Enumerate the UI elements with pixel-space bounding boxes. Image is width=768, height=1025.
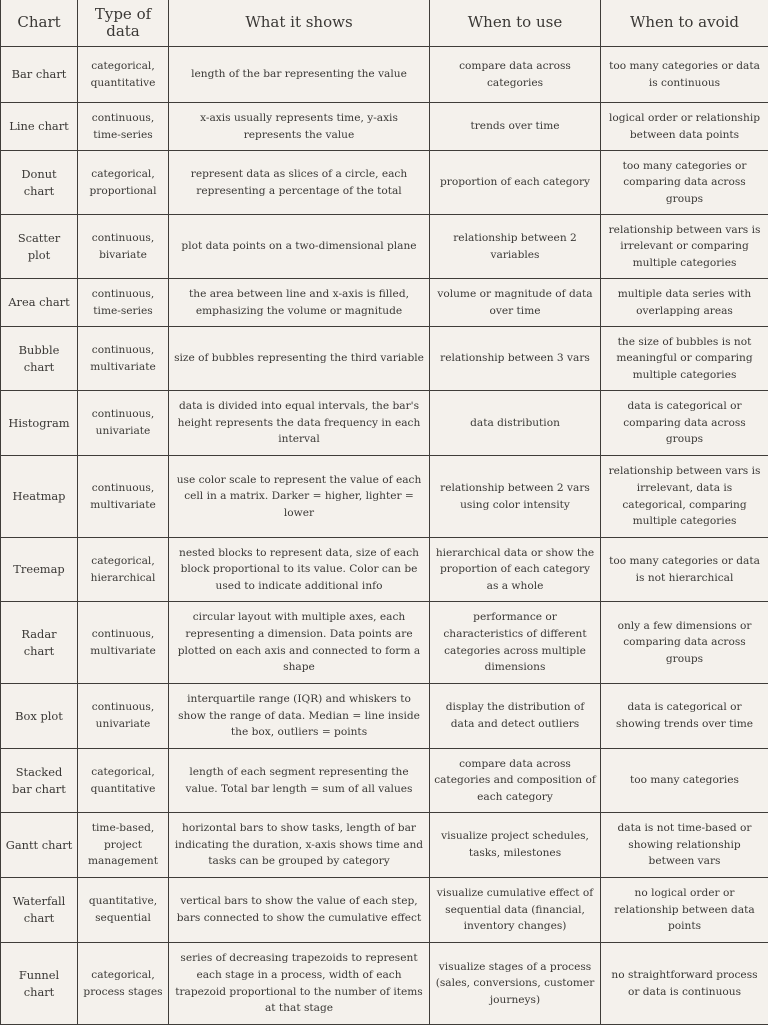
- when-to-avoid-cell: data is categorical or comparing data across groups: [601, 391, 768, 456]
- table-row: [1, 103, 768, 151]
- when-to-avoid-cell: no straightforward process or data is continuous: [601, 943, 768, 1025]
- chart-name-cell: Gantt chart: [1, 813, 78, 878]
- chart-name-cell: Bar chart: [1, 47, 78, 103]
- chart-name-cell: Area chart: [1, 279, 78, 327]
- table-row: [1, 279, 768, 327]
- data-type-cell: quantitative, sequential: [78, 878, 169, 943]
- when-to-avoid-cell: logical order or relationship between data points: [601, 103, 768, 151]
- what-it-shows-cell: use color scale to represent the value of each cell in a matrix. Darker = higher, lighter = lower: [169, 456, 430, 538]
- chart-name-cell: Bubble chart: [1, 327, 78, 391]
- what-it-shows-cell: length of the bar representing the value: [169, 47, 430, 103]
- when-to-use-cell: proportion of each category: [430, 151, 601, 215]
- when-to-use-cell: relationship between 2 vars using color intensity: [430, 456, 601, 538]
- table-row: [1, 749, 768, 813]
- header-what-it-shows: What it shows: [169, 0, 430, 47]
- what-it-shows-cell: horizontal bars to show tasks, length of bar indicating the duration, x-axis shows time and tasks can be grouped by category: [169, 813, 430, 878]
- when-to-use-cell: volume or magnitude of data over time: [430, 279, 601, 327]
- table-row: [1, 602, 768, 684]
- data-type-cell: categorical, quantitative: [78, 47, 169, 103]
- table-row: [1, 327, 768, 391]
- data-type-cell: continuous, bivariate: [78, 215, 169, 279]
- chart-name-cell: Heatmap: [1, 456, 78, 538]
- what-it-shows-cell: represent data as slices of a circle, each representing a percentage of the total: [169, 151, 430, 215]
- when-to-avoid-cell: too many categories or comparing data across groups: [601, 151, 768, 215]
- when-to-use-cell: compare data across categories: [430, 47, 601, 103]
- table-row: [1, 943, 768, 1025]
- data-type-cell: categorical, process stages: [78, 943, 169, 1025]
- chart-name-cell: Scatter plot: [1, 215, 78, 279]
- what-it-shows-cell: data is divided into equal intervals, the bar's height represents the data frequency in each interval: [169, 391, 430, 456]
- when-to-avoid-cell: the size of bubbles is not meaningful or comparing multiple categories: [601, 327, 768, 391]
- table-row: [1, 813, 768, 878]
- when-to-avoid-cell: data is categorical or showing trends over time: [601, 684, 768, 749]
- when-to-use-cell: relationship between 2 variables: [430, 215, 601, 279]
- data-type-cell: continuous, univariate: [78, 391, 169, 456]
- when-to-avoid-cell: too many categories: [601, 749, 768, 813]
- when-to-use-cell: performance or characteristics of different categories across multiple dimensions: [430, 602, 601, 684]
- table-row: [1, 456, 768, 538]
- data-type-cell: continuous, univariate: [78, 684, 169, 749]
- when-to-use-cell: relationship between 3 vars: [430, 327, 601, 391]
- table-row: [1, 215, 768, 279]
- data-type-cell: continuous, time-series: [78, 103, 169, 151]
- what-it-shows-cell: nested blocks to represent data, size of each block proportional to its value. Color can be used to indicate additional info: [169, 538, 430, 602]
- data-type-cell: continuous, time-series: [78, 279, 169, 327]
- table-row: [1, 151, 768, 215]
- when-to-use-cell: trends over time: [430, 103, 601, 151]
- when-to-use-cell: display the distribution of data and detect outliers: [430, 684, 601, 749]
- what-it-shows-cell: vertical bars to show the value of each step, bars connected to show the cumulative effect: [169, 878, 430, 943]
- chart-name-cell: Box plot: [1, 684, 78, 749]
- when-to-use-cell: compare data across categories and composition of each category: [430, 749, 601, 813]
- table-row: [1, 878, 768, 943]
- chart-name-cell: Histogram: [1, 391, 78, 456]
- data-type-cell: categorical, hierarchical: [78, 538, 169, 602]
- when-to-avoid-cell: too many categories or data is continuous: [601, 47, 768, 103]
- what-it-shows-cell: interquartile range (IQR) and whiskers to show the range of data. Median = line inside the box, outliers = points: [169, 684, 430, 749]
- what-it-shows-cell: length of each segment representing the value. Total bar length = sum of all values: [169, 749, 430, 813]
- when-to-use-cell: visualize project schedules, tasks, milestones: [430, 813, 601, 878]
- when-to-avoid-cell: relationship between vars is irrelevant or comparing multiple categories: [601, 215, 768, 279]
- table-row: [1, 47, 768, 103]
- when-to-avoid-cell: multiple data series with overlapping areas: [601, 279, 768, 327]
- data-type-cell: continuous, multivariate: [78, 456, 169, 538]
- header-when-to-avoid: When to avoid: [601, 0, 768, 47]
- when-to-use-cell: visualize cumulative effect of sequential data (financial, inventory changes): [430, 878, 601, 943]
- chart-name-cell: Radar chart: [1, 602, 78, 684]
- header-row: [1, 0, 768, 47]
- what-it-shows-cell: circular layout with multiple axes, each representing a dimension. Data points are plotted on each axis and connected to form a shape: [169, 602, 430, 684]
- table-row: [1, 391, 768, 456]
- data-type-cell: continuous, multivariate: [78, 602, 169, 684]
- data-type-cell: categorical, quantitative: [78, 749, 169, 813]
- chart-name-cell: Donut chart: [1, 151, 78, 215]
- chart-name-cell: Treemap: [1, 538, 78, 602]
- when-to-avoid-cell: only a few dimensions or comparing data across groups: [601, 602, 768, 684]
- when-to-use-cell: hierarchical data or show the proportion of each category as a whole: [430, 538, 601, 602]
- header-chart: Chart: [1, 0, 78, 47]
- what-it-shows-cell: series of decreasing trapezoids to represent each stage in a process, width of each trapezoid proportional to the number of items at that stage: [169, 943, 430, 1025]
- chart-name-cell: Funnel chart: [1, 943, 78, 1025]
- data-type-cell: time-based, project management: [78, 813, 169, 878]
- table-row: [1, 538, 768, 602]
- data-type-cell: categorical, proportional: [78, 151, 169, 215]
- when-to-avoid-cell: too many categories or data is not hierarchical: [601, 538, 768, 602]
- what-it-shows-cell: x-axis usually represents time, y-axis represents the value: [169, 103, 430, 151]
- when-to-avoid-cell: relationship between vars is irrelevant, data is categorical, comparing multiple categories: [601, 456, 768, 538]
- what-it-shows-cell: the area between line and x-axis is filled, emphasizing the volume or magnitude: [169, 279, 430, 327]
- when-to-use-cell: visualize stages of a process (sales, conversions, customer journeys): [430, 943, 601, 1025]
- chart-name-cell: Line chart: [1, 103, 78, 151]
- what-it-shows-cell: plot data points on a two-dimensional plane: [169, 215, 430, 279]
- data-type-cell: continuous, multivariate: [78, 327, 169, 391]
- header-when-to-use: When to use: [430, 0, 601, 47]
- header-type-of-data: Type of data: [78, 0, 169, 47]
- what-it-shows-cell: size of bubbles representing the third variable: [169, 327, 430, 391]
- when-to-avoid-cell: no logical order or relationship between data points: [601, 878, 768, 943]
- chart-name-cell: Waterfall chart: [1, 878, 78, 943]
- when-to-use-cell: data distribution: [430, 391, 601, 456]
- table-row: [1, 684, 768, 749]
- chart-name-cell: Stacked bar chart: [1, 749, 78, 813]
- when-to-avoid-cell: data is not time-based or showing relationship between vars: [601, 813, 768, 878]
